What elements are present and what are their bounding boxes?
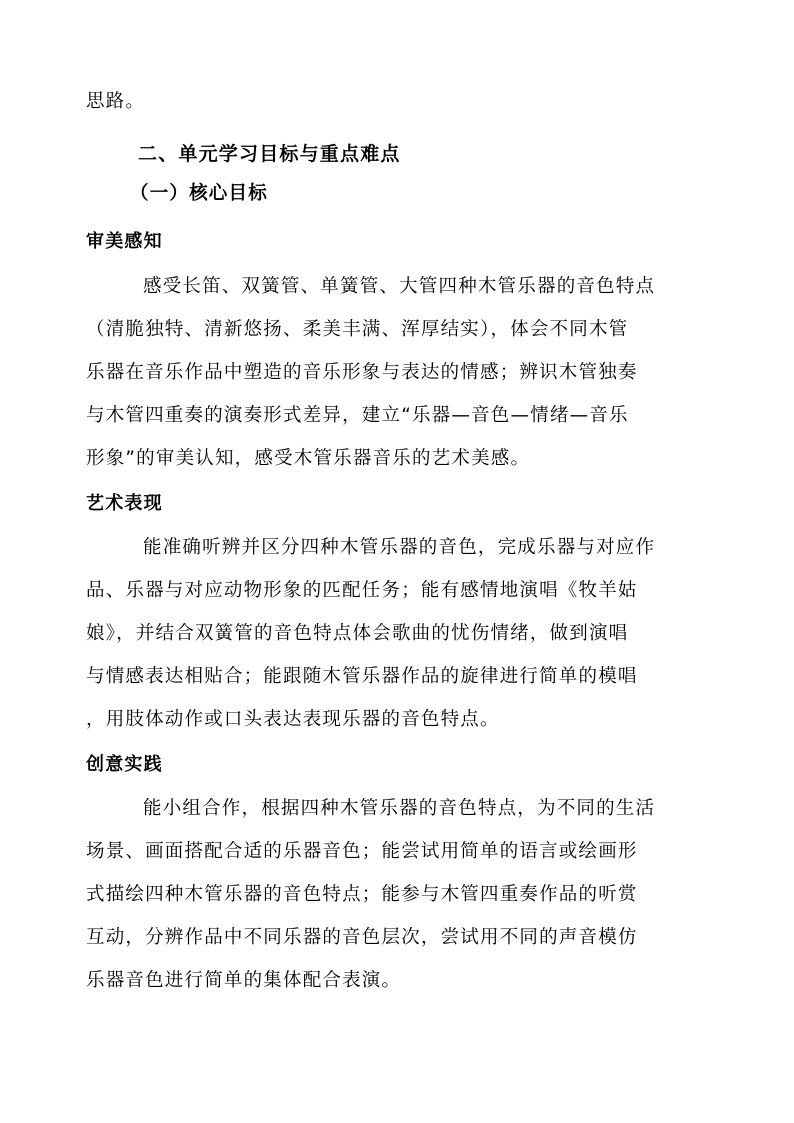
unit-goals-heading: 二、单元学习目标与重点难点 (138, 143, 401, 165)
paragraph-line: ，用肢体动作或口头表达表现乐器的音色特点。 (86, 709, 500, 730)
section-title-aesthetic-perception: 审美感知 (86, 231, 163, 252)
paragraph-line: 娘》，并结合双簧管的音色特点体会歌曲的忧伤情绪，做到演唱 (86, 623, 629, 644)
paragraph-line: 与木管四重奏的演奏形式差异，建立“乐器—音色—情绪—音乐 (86, 405, 629, 426)
paragraph-line: 能小组合作，根据四种木管乐器的音色特点，为不同的生活 (143, 798, 656, 819)
paragraph-line: 式描绘四种木管乐器的音色特点；能参与木管四重奏作品的听赏 (86, 884, 638, 905)
paragraph-line: 品、乐器与对应动物形象的匹配任务；能有感情地演唱《牧羊姑 (86, 580, 638, 601)
section-title-artistic-expression: 艺术表现 (86, 493, 163, 514)
paragraph-line: 与情感表达相贴合；能跟随木管乐器作品的旋律进行简单的模唱 (86, 666, 638, 687)
paragraph-line: 互动，分辨作品中不同乐器的音色层次，尝试用不同的声音模仿 (86, 927, 638, 948)
core-goals-heading: （一）核心目标 (130, 183, 268, 204)
paragraph-line: 能准确听辨并区分四种木管乐器的音色，完成乐器与对应作 (143, 537, 656, 558)
paragraph-line: 乐器音色进行简单的集体配合表演。 (86, 970, 402, 991)
paragraph-line: （清脆独特、清新悠扬、柔美丰满、浑厚结实），体会不同木管 (86, 319, 629, 340)
paragraph-line: 形象”的审美认知，感受木管乐器音乐的艺术美感。 (86, 448, 531, 469)
paragraph-line: 乐器在音乐作品中塑造的音乐形象与表达的情感；辨识木管独奏 (86, 362, 638, 383)
paragraph-line: 场景、画面搭配合适的乐器音色；能尝试用简单的语言或绘画形 (86, 841, 638, 862)
continuation-text: 思路。 (86, 91, 146, 112)
paragraph-line: 感受长笛、双簧管、单簧管、大管四种木管乐器的音色特点 (143, 276, 656, 297)
section-title-creative-practice: 创意实践 (86, 754, 163, 775)
